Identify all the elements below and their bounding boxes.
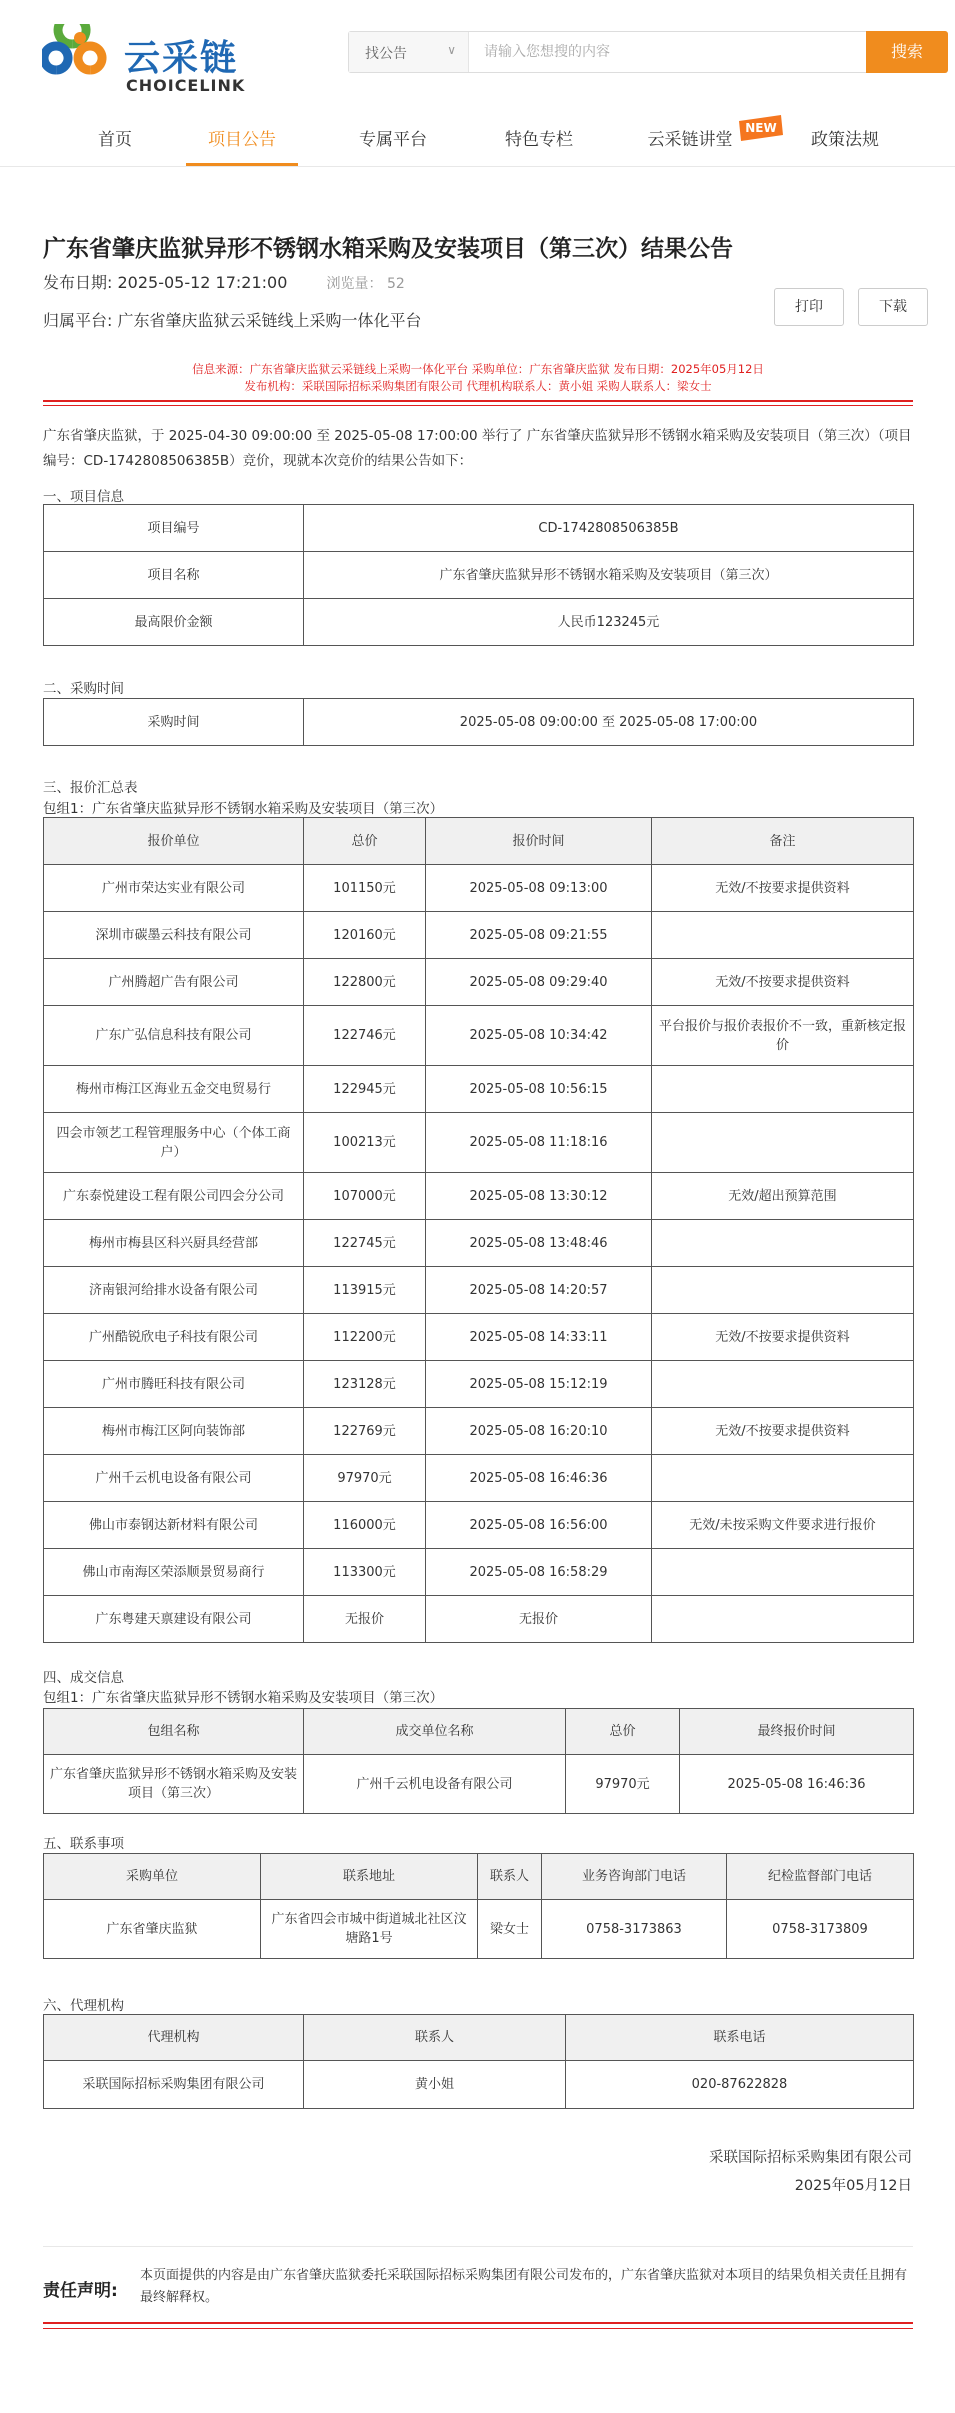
table-row: [44, 1408, 914, 1455]
table-cell: 广东省肇庆监狱异形不锈钢水箱采购及安装项目（第三次）: [304, 552, 914, 599]
section-title-agency: 六、代理机构: [43, 1998, 124, 2014]
view-count: 浏览量： 52: [326, 276, 405, 292]
table-cell: 佛山市南海区荣添顺景贸易商行: [44, 1549, 304, 1596]
table-header-cell: 纪检监督部门电话: [727, 1854, 914, 1900]
new-badge: [737, 115, 785, 141]
table-header-cell: 联系人: [478, 1854, 542, 1900]
signature-date: 2025年05月12日: [794, 2178, 912, 2194]
table-row: [44, 505, 914, 552]
download-button[interactable]: 下载: [858, 288, 928, 326]
platform-meta: 归属平台: 广东省肇庆监狱云采链线上采购一体化平台: [43, 311, 422, 330]
table-cell: 113915元: [304, 1267, 426, 1314]
table-cell: 0758-3173863: [542, 1900, 727, 1959]
table-cell: 无效/不按要求提供资料: [652, 959, 914, 1006]
table-cell: [652, 1220, 914, 1267]
search-input[interactable]: [470, 32, 865, 72]
logo-text-cn: 云采链: [124, 38, 239, 79]
table-cell: 广州千云机电设备有限公司: [44, 1455, 304, 1502]
project-info-table: [43, 504, 914, 646]
table-cell: 济南银河给排水设备有限公司: [44, 1267, 304, 1314]
section-title-quotes: 三、报价汇总表: [43, 780, 138, 796]
table-cell: 广东省四会市城中街道城北社区汶塘路1号: [261, 1900, 478, 1959]
new-badge-text: NEW: [745, 121, 777, 135]
info-source-line: 信息来源：广东省肇庆监狱云采链线上采购一体化平台 采购单位：广东省肇庆监狱 发布日期：2025年05月12日: [192, 362, 764, 376]
table-cell: [652, 1113, 914, 1173]
table-cell: 112200元: [304, 1314, 426, 1361]
table-cell: 113300元: [304, 1549, 426, 1596]
table-row: [44, 1502, 914, 1549]
table-cell: 采联国际招标采购集团有限公司: [44, 2061, 304, 2109]
search-category-label: 找公告: [365, 46, 407, 62]
table-header-row: [44, 818, 914, 865]
table-row: [44, 1755, 914, 1814]
table-cell: 最高限价金额: [44, 599, 304, 646]
table-cell: 122769元: [304, 1408, 426, 1455]
table-row: [44, 1361, 914, 1408]
table-cell: 122746元: [304, 1006, 426, 1066]
table-row: [44, 865, 914, 912]
table-header-cell: 备注: [652, 818, 914, 865]
table-cell: 梅州市梅县区科兴厨具经营部: [44, 1220, 304, 1267]
table-header-cell: 联系地址: [261, 1854, 478, 1900]
publish-meta: [43, 270, 405, 293]
table-cell: 2025-05-08 09:00:00 至 2025-05-08 17:00:00: [304, 699, 914, 746]
table-row: [44, 699, 914, 746]
table-cell: 广州市腾旺科技有限公司: [44, 1361, 304, 1408]
table-cell: 2025-05-08 09:29:40: [426, 959, 652, 1006]
table-cell: 122745元: [304, 1220, 426, 1267]
page-title: 广东省肇庆监狱异形不锈钢水箱采购及安装项目（第三次）结果公告: [43, 236, 733, 262]
table-header-cell: 报价单位: [44, 818, 304, 865]
table-cell: [652, 1361, 914, 1408]
table-cell: 2025-05-08 16:46:36: [426, 1455, 652, 1502]
table-cell: [652, 1066, 914, 1113]
site-logo[interactable]: [42, 24, 257, 96]
disclaimer-text: 本页面提供的内容是由广东省肇庆监狱委托采联国际招标采购集团有限公司发布的，广东省肇庆监狱对本项目的结果负相关责任且拥有最终解释权。: [140, 2268, 908, 2305]
site-header: [0, 0, 955, 108]
table-cell: [652, 1596, 914, 1643]
table-cell: 深圳市碳墨云科技有限公司: [44, 912, 304, 959]
table-cell: CD-1742808506385B: [304, 505, 914, 552]
chevron-down-icon: ∨: [447, 43, 456, 57]
nav-divider: [0, 166, 955, 167]
table-cell: 广州腾超广告有限公司: [44, 959, 304, 1006]
table-cell: [652, 1549, 914, 1596]
table-cell: 2025-05-08 11:18:16: [426, 1113, 652, 1173]
nav-lecture[interactable]: 云采链讲堂: [647, 130, 733, 150]
table-cell: 020-87622828: [566, 2061, 914, 2109]
section-title-time: 二、采购时间: [43, 681, 124, 697]
table-cell: 无效/不按要求提供资料: [652, 865, 914, 912]
table-header-cell: 总价: [566, 1709, 680, 1755]
purchase-time-table: [43, 698, 914, 746]
info-agency-line: 发布机构：采联国际招标采购集团有限公司 代理机构联系人：黄小姐 采购人联系人：梁女士: [244, 379, 712, 393]
chain-logo-icon: [42, 24, 122, 96]
table-cell: 123128元: [304, 1361, 426, 1408]
agency-table: [43, 2014, 914, 2109]
table-header-row: [44, 2015, 914, 2061]
section-title-deal: 四、成交信息: [43, 1670, 124, 1686]
table-row: [44, 959, 914, 1006]
nav-special[interactable]: 特色专栏: [505, 130, 573, 150]
table-cell: 2025-05-08 10:56:15: [426, 1066, 652, 1113]
table-header-cell: 联系人: [304, 2015, 566, 2061]
table-cell: 122945元: [304, 1066, 426, 1113]
table-cell: 梁女士: [478, 1900, 542, 1959]
table-cell: 梅州市梅江区阿向装饰部: [44, 1408, 304, 1455]
table-cell: 广东泰悦建设工程有限公司四会分公司: [44, 1173, 304, 1220]
nav-announcements[interactable]: 项目公告: [186, 122, 298, 164]
footer-red-divider-thin: [43, 2328, 913, 2329]
table-header-cell: 采购单位: [44, 1854, 261, 1900]
nav-home[interactable]: 首页: [98, 130, 132, 150]
publish-date: 发布日期: 2025-05-12 17:21:00: [43, 273, 288, 292]
contact-table: [43, 1853, 914, 1959]
search-bar: [348, 31, 948, 73]
table-cell: 广州市荣达实业有限公司: [44, 865, 304, 912]
table-cell: 2025-05-08 16:20:10: [426, 1408, 652, 1455]
nav-platform[interactable]: 专属平台: [359, 130, 427, 150]
table-cell: 2025-05-08 16:58:29: [426, 1549, 652, 1596]
search-button[interactable]: 搜索: [866, 31, 948, 73]
table-cell: 广东省肇庆监狱异形不锈钢水箱采购及安装项目（第三次）: [44, 1755, 304, 1814]
table-cell: [652, 1267, 914, 1314]
table-cell: 采购时间: [44, 699, 304, 746]
table-header-cell: 成交单位名称: [304, 1709, 566, 1755]
table-cell: 黄小姐: [304, 2061, 566, 2109]
table-cell: 无效/不按要求提供资料: [652, 1408, 914, 1455]
table-cell: 116000元: [304, 1502, 426, 1549]
table-cell: 2025-05-08 13:48:46: [426, 1220, 652, 1267]
table-cell: 122800元: [304, 959, 426, 1006]
table-cell: 项目编号: [44, 505, 304, 552]
table-cell: 广东广弘信息科技有限公司: [44, 1006, 304, 1066]
table-cell: 四会市领艺工程管理服务中心（个体工商户）: [44, 1113, 304, 1173]
table-row: [44, 912, 914, 959]
table-cell: 广东粤建天禀建设有限公司: [44, 1596, 304, 1643]
table-cell: 项目名称: [44, 552, 304, 599]
table-cell: 平台报价与报价表报价不一致，重新核定报价: [652, 1006, 914, 1066]
print-button[interactable]: 打印: [774, 288, 844, 326]
table-cell: 100213元: [304, 1113, 426, 1173]
table-cell: 无报价: [304, 1596, 426, 1643]
table-cell: 2025-05-08 16:46:36: [680, 1755, 914, 1814]
table-row: [44, 1066, 914, 1113]
table-cell: 无报价: [426, 1596, 652, 1643]
table-cell: 2025-05-08 09:13:00: [426, 865, 652, 912]
section-title-project: 一、项目信息: [43, 489, 124, 505]
table-row: [44, 1596, 914, 1643]
table-cell: 2025-05-08 13:30:12: [426, 1173, 652, 1220]
table-cell: 2025-05-08 09:21:55: [426, 912, 652, 959]
table-header-cell: 总价: [304, 818, 426, 865]
table-header-cell: 最终报价时间: [680, 1709, 914, 1755]
table-cell: 无效/未按采购文件要求进行报价: [652, 1502, 914, 1549]
signature-company: 采联国际招标采购集团有限公司: [709, 2150, 912, 2166]
table-row: [44, 2061, 914, 2109]
red-divider-thin: [43, 405, 913, 406]
table-cell: 2025-05-08 14:33:11: [426, 1314, 652, 1361]
table-row: [44, 599, 914, 646]
table-row: [44, 1113, 914, 1173]
table-header-cell: 包组名称: [44, 1709, 304, 1755]
table-cell: 2025-05-08 10:34:42: [426, 1006, 652, 1066]
table-row: [44, 1455, 914, 1502]
table-cell: 无效/不按要求提供资料: [652, 1314, 914, 1361]
table-header-cell: 代理机构: [44, 2015, 304, 2061]
table-header-cell: 业务咨询部门电话: [542, 1854, 727, 1900]
table-cell: 101150元: [304, 865, 426, 912]
table-cell: 2025-05-08 14:20:57: [426, 1267, 652, 1314]
table-cell: 2025-05-08 15:12:19: [426, 1361, 652, 1408]
intro-paragraph: 广东省肇庆监狱，于 2025-04-30 09:00:00 至 2025-05-08 17:00:00 举行了 广东省肇庆监狱异形不锈钢水箱采购及安装项目（第三次）（项目编号：CD-1742808506385B）竞价，现就本次竞价的结果公告如下：: [43, 428, 912, 469]
table-cell: 97970元: [566, 1755, 680, 1814]
table-header-cell: 报价时间: [426, 818, 652, 865]
red-divider: [43, 400, 913, 402]
table-cell: 120160元: [304, 912, 426, 959]
table-cell: 佛山市泰钢达新材料有限公司: [44, 1502, 304, 1549]
quotes-package-label: 包组1：广东省肇庆监狱异形不锈钢水箱采购及安装项目（第三次）: [43, 801, 444, 817]
table-cell: [652, 912, 914, 959]
table-cell: 107000元: [304, 1173, 426, 1220]
table-header-cell: 联系电话: [566, 2015, 914, 2061]
table-row: [44, 1006, 914, 1066]
disclaimer-title: 责任声明:: [43, 2281, 118, 2301]
disclaimer-divider: [43, 2246, 913, 2247]
table-cell: 0758-3173809: [727, 1900, 914, 1959]
table-cell: 广东省肇庆监狱: [44, 1900, 261, 1959]
table-row: [44, 552, 914, 599]
main-nav: [0, 122, 955, 164]
section-title-contact: 五、联系事项: [43, 1836, 124, 1852]
table-cell: 97970元: [304, 1455, 426, 1502]
table-cell: [652, 1455, 914, 1502]
table-row: [44, 1549, 914, 1596]
table-cell: 人民币123245元: [304, 599, 914, 646]
deal-info-table: [43, 1708, 914, 1814]
table-cell: 2025-05-08 16:56:00: [426, 1502, 652, 1549]
table-cell: 无效/超出预算范围: [652, 1173, 914, 1220]
table-row: [44, 1267, 914, 1314]
table-header-row: [44, 1854, 914, 1900]
table-row: [44, 1173, 914, 1220]
search-category-select[interactable]: [349, 32, 469, 72]
footer-red-divider: [43, 2322, 913, 2324]
table-header-row: [44, 1709, 914, 1755]
nav-policy[interactable]: 政策法规: [811, 130, 879, 150]
table-cell: 梅州市梅江区海业五金交电贸易行: [44, 1066, 304, 1113]
deal-package-label: 包组1：广东省肇庆监狱异形不锈钢水箱采购及安装项目（第三次）: [43, 1690, 444, 1706]
table-row: [44, 1314, 914, 1361]
table-row: [44, 1220, 914, 1267]
table-cell: 广州千云机电设备有限公司: [304, 1755, 566, 1814]
table-row: [44, 1900, 914, 1959]
table-cell: 广州酷锐欣电子科技有限公司: [44, 1314, 304, 1361]
logo-text-en: CHOICELINK: [126, 76, 246, 95]
quote-summary-table: [43, 817, 914, 1643]
